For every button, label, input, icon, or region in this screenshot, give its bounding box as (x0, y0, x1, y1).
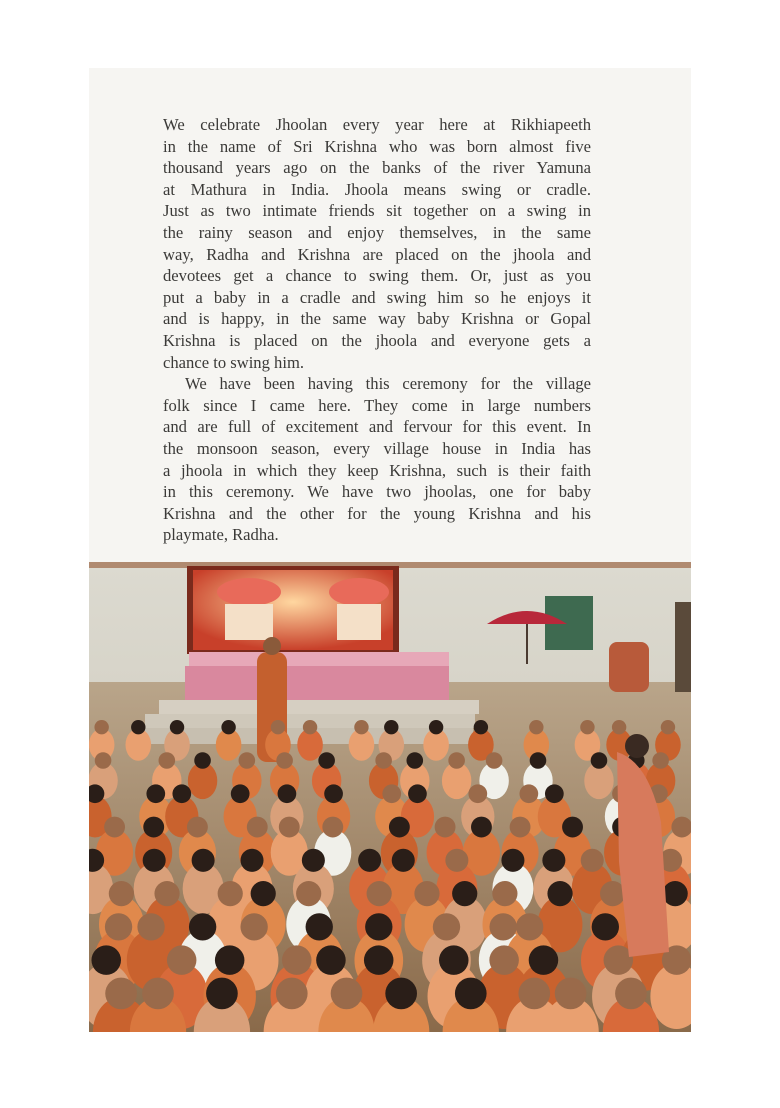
devotee-head (615, 978, 647, 1010)
devotee-head (131, 720, 145, 734)
devotee-head (652, 752, 669, 769)
devotee-head (542, 849, 565, 872)
text-line: in the name of Sri Krishna who was born almost five (163, 136, 591, 156)
devotee-head (215, 945, 245, 975)
devotee-head (109, 881, 134, 906)
devotee-head (452, 881, 477, 906)
devotee-head (231, 784, 250, 803)
devotee-head (240, 849, 263, 872)
devotee-head (375, 752, 392, 769)
text-line: chance to swing him. (163, 352, 305, 372)
devotee-head (239, 752, 256, 769)
devotee-head (303, 720, 317, 734)
devotee-head (384, 720, 398, 734)
devotee-head (316, 945, 346, 975)
devotee-head (547, 881, 572, 906)
devotee-head (455, 978, 487, 1010)
text-line: way, Radha and Krishna are placed on the jhoola and (163, 244, 591, 264)
ceremony-photo (89, 562, 691, 1032)
devotee-head (663, 881, 688, 906)
devotee-head (382, 784, 401, 803)
devotee-head (105, 978, 137, 1010)
text-line: Krishna and the other for the young Krishna and his (163, 503, 591, 523)
devotee-head (474, 720, 488, 734)
text-line: the monsoon season, every village house in India has (163, 438, 591, 458)
devotee-head (471, 817, 492, 838)
devotee-head (501, 849, 524, 872)
devotee-head (510, 817, 531, 838)
text-line: at Mathura in India. Jhoola means swing or cradle. (163, 179, 591, 199)
devotee-head (221, 720, 235, 734)
devotee-head (271, 720, 285, 734)
devotee-head (364, 945, 394, 975)
text-line: the rainy season and enjoy themselves, in the same (163, 222, 591, 242)
devotee-head (154, 881, 179, 906)
devotee-head (389, 817, 410, 838)
devotee-head (142, 978, 174, 1010)
devotee-head (278, 784, 297, 803)
paragraph-2 (163, 373, 591, 546)
devotee-head (331, 978, 363, 1010)
devotee-head (143, 817, 164, 838)
devotee-head (143, 849, 166, 872)
devotee-head (146, 784, 165, 803)
devotee-head (433, 913, 460, 940)
devotee-head (276, 978, 308, 1010)
devotee-head (518, 978, 550, 1010)
devotee-head (489, 913, 516, 940)
devotee-head (486, 752, 503, 769)
devotee-head (385, 978, 417, 1010)
text-line: We celebrate Jhoolan every year here at Rikhiapeeth (163, 115, 591, 134)
devotee-head (591, 752, 608, 769)
devotee-head (167, 945, 197, 975)
text-line: playmate, Radha. (163, 525, 279, 545)
devotee-head (137, 913, 164, 940)
devotee-head (159, 752, 176, 769)
devotee-head (555, 978, 587, 1010)
devotee-head (519, 784, 538, 803)
paragraph-1 (163, 114, 591, 373)
devotee-head (296, 881, 321, 906)
text-line: and is happy, in the same way baby Krishna or Gopal (163, 309, 591, 329)
devotee-head (562, 817, 583, 838)
devotee-head (468, 784, 487, 803)
text-line: a jhoola in which they keep Krishna, such is their faith (163, 460, 591, 480)
devotee-head (282, 945, 312, 975)
text-line: devotees get a chance to swing them. Or, just as you (163, 266, 591, 286)
devotee-head (529, 945, 559, 975)
devotee-head (354, 720, 368, 734)
devotee-head (91, 945, 121, 975)
body-text (163, 114, 591, 546)
devotee-head (414, 881, 439, 906)
text-line: folk since I came here. They come in large numbers (163, 395, 591, 415)
devotee-head (105, 913, 132, 940)
devotee-head (279, 817, 300, 838)
devotee-head (661, 720, 675, 734)
text-line: and are full of excitement and fervour for this event. In (163, 417, 591, 437)
devotee-head (306, 913, 333, 940)
devotee-head (612, 720, 626, 734)
devotee-head (172, 784, 191, 803)
devotee-head (439, 945, 469, 975)
devotee-head (95, 752, 112, 769)
devotee-head (489, 945, 519, 975)
devotee-head (94, 720, 108, 734)
devotee-head (251, 881, 276, 906)
devotee-head (492, 881, 517, 906)
text-line: We have been having this ceremony for the village (185, 374, 591, 394)
devotee-head (408, 784, 427, 803)
devotee-head (247, 817, 268, 838)
devotee-head (358, 849, 381, 872)
devotee-head (189, 913, 216, 940)
devotee-head (170, 720, 184, 734)
devotee-head (530, 752, 547, 769)
devotee-head (392, 849, 415, 872)
devotee-head (302, 849, 325, 872)
devotee-head (206, 978, 238, 1010)
devotee-head (516, 913, 543, 940)
text-line: Krishna is placed on the jhoola and everyone gets a (163, 330, 591, 350)
devotee-head (581, 849, 604, 872)
devotee-head (545, 784, 564, 803)
ceremony-photo-illustration (89, 562, 691, 1032)
devotee-head (529, 720, 543, 734)
devotee-head (592, 913, 619, 940)
devotee-head (407, 752, 424, 769)
devotee-head (276, 752, 293, 769)
text-line: put a baby in a cradle and swing him so he enjoys it (163, 287, 591, 307)
devotee-head (429, 720, 443, 734)
text-line: in this ceremony. We have two jhoolas, one for baby (163, 482, 591, 502)
devotee-head (104, 817, 125, 838)
text-line: thousand years ago on the banks of the river Yamuna (163, 158, 591, 178)
devotee-head (322, 817, 343, 838)
devotee-head (194, 752, 211, 769)
devotee-head (435, 817, 456, 838)
devotee-head (580, 720, 594, 734)
devotee-head (367, 881, 392, 906)
text-line: Just as two intimate friends sit together on a swing in (163, 201, 591, 221)
devotee-head (218, 881, 243, 906)
devotee-head (187, 817, 208, 838)
devotee-head (192, 849, 215, 872)
devotee-head (240, 913, 267, 940)
devotee-head (324, 784, 343, 803)
devotee-head (448, 752, 465, 769)
devotee-head (365, 913, 392, 940)
devotee-head (318, 752, 335, 769)
devotee-head (445, 849, 468, 872)
